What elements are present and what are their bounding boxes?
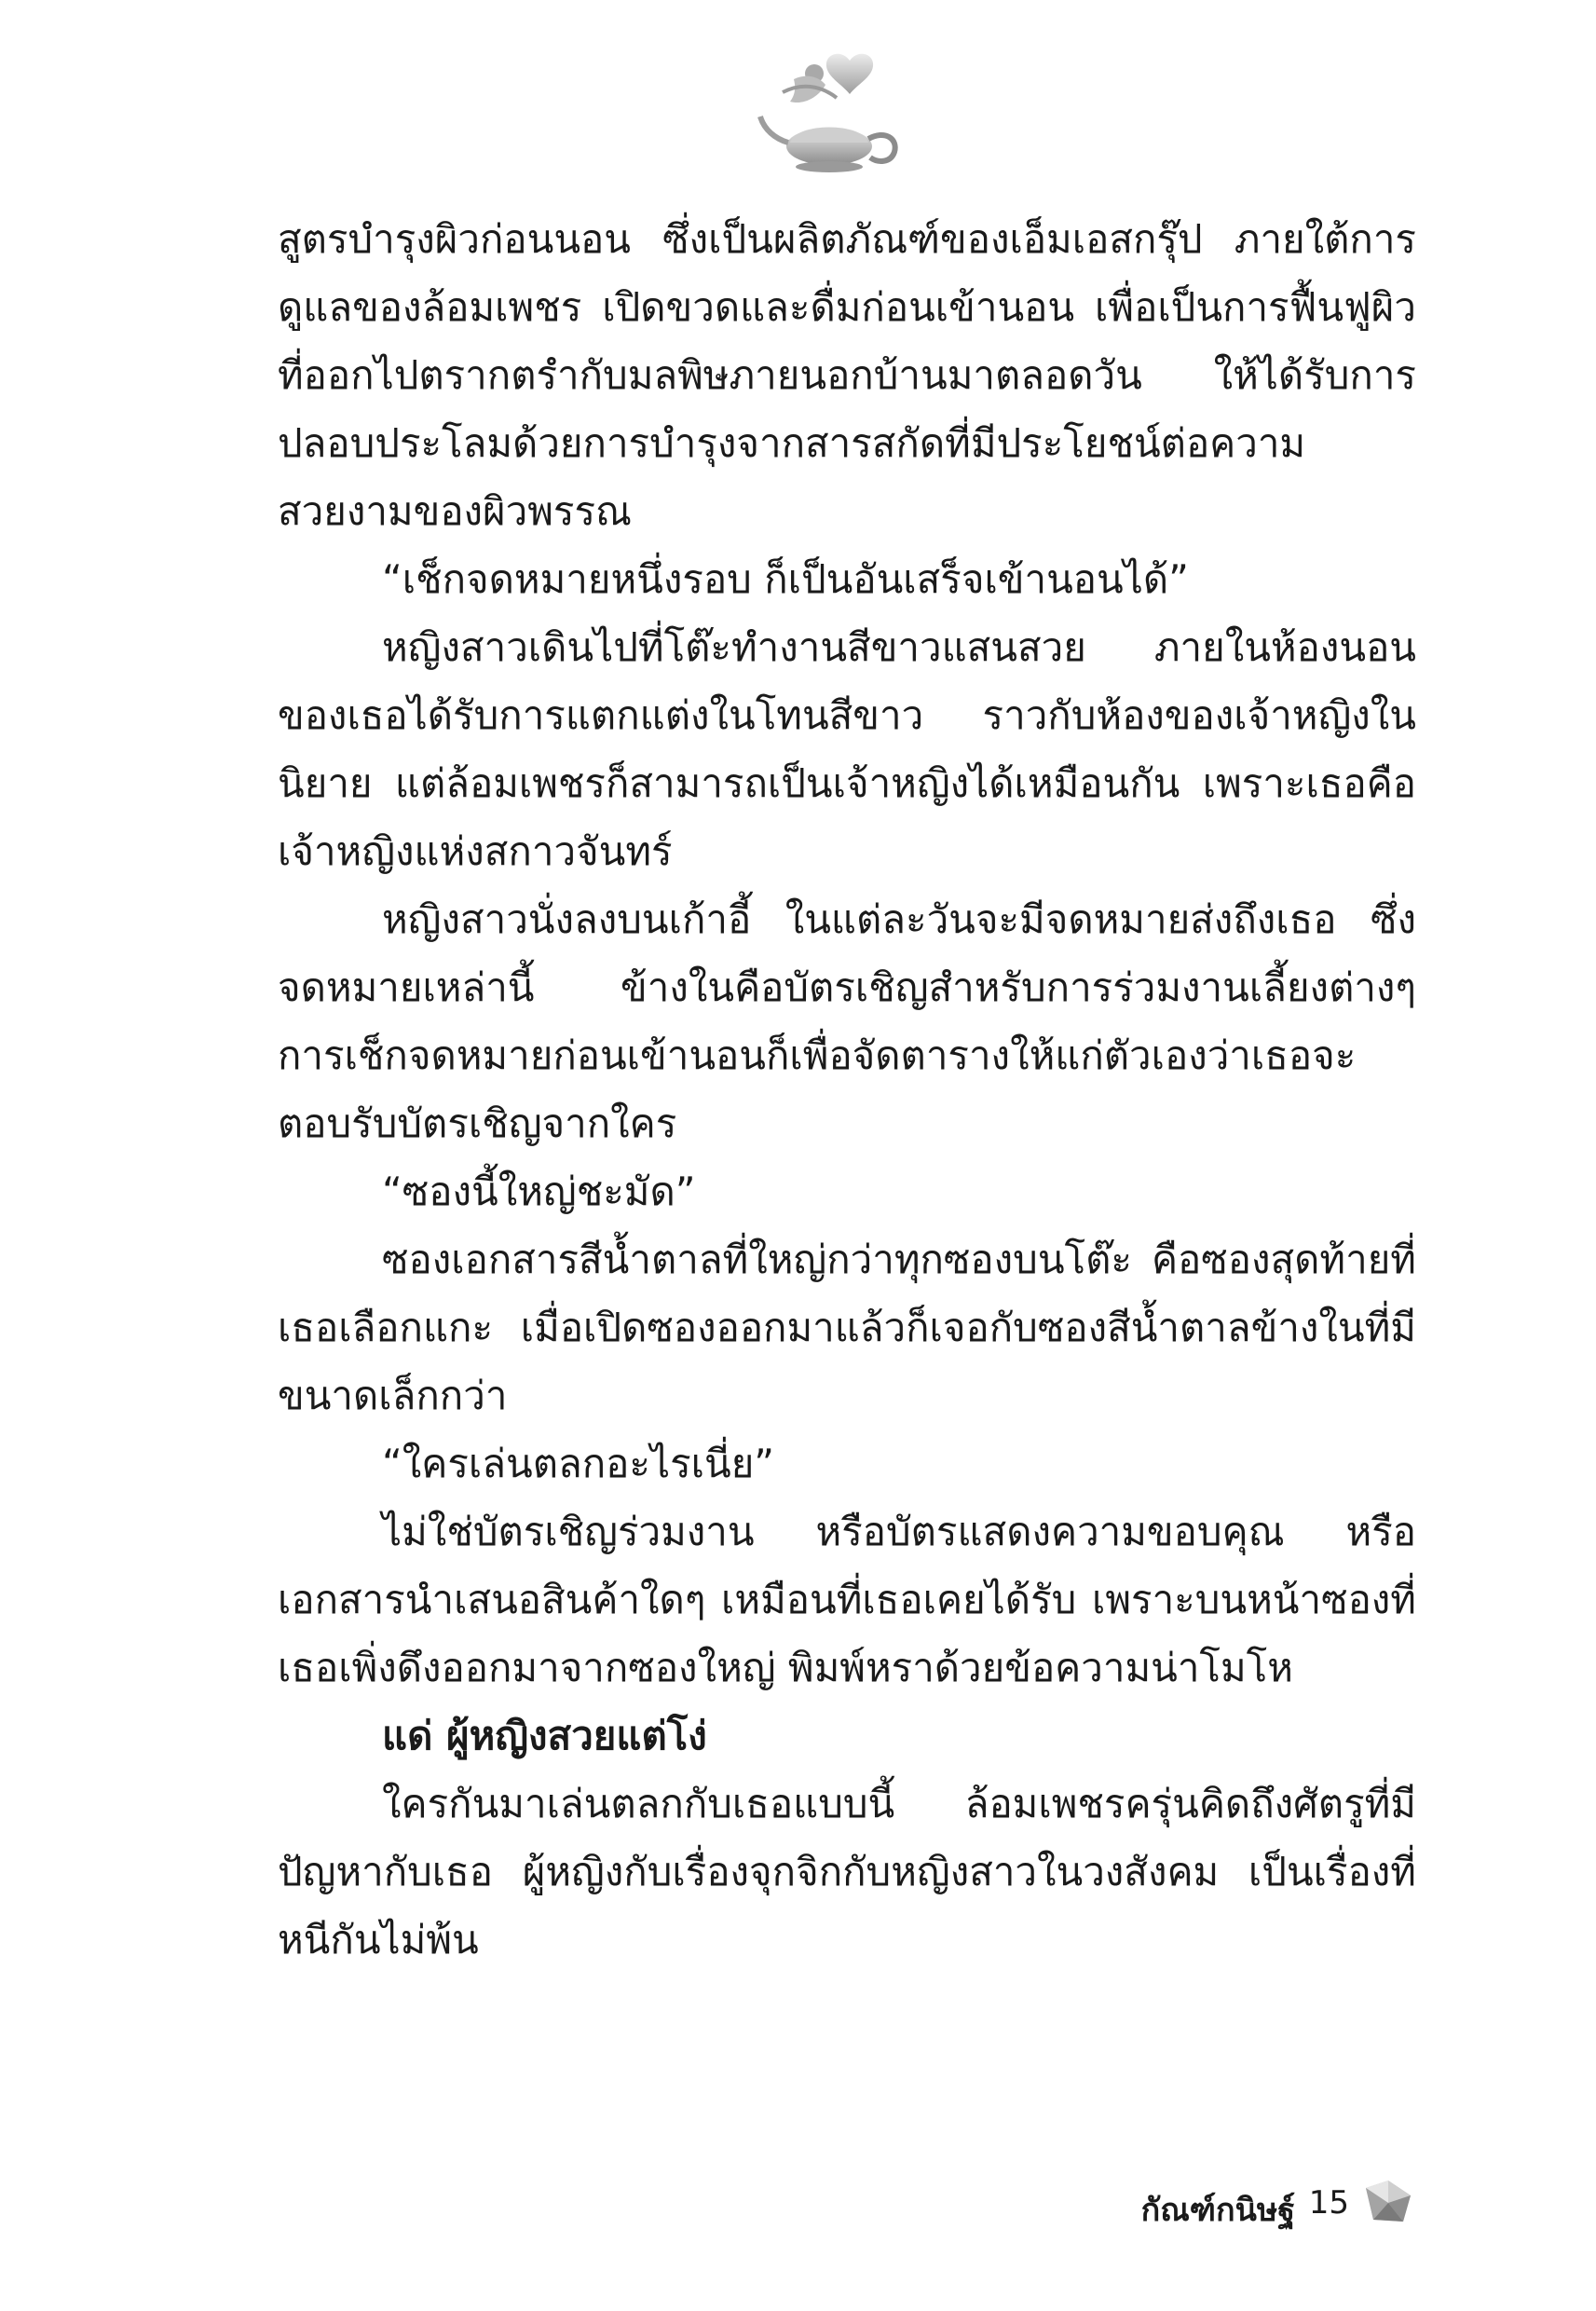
paragraph-5: “ซองนี้ใหญ่ชะมัด” bbox=[382, 1169, 696, 1214]
paragraph-8: ไม่ใช่บัตรเชิญร่วมงาน หรือบัตรแสดงความขอบคุณ หรือเอกสารนำเสนอสินค้าใดๆ เหมือนที่เธอเคยได้รับ เพราะบนหน้าซองที่เธอเพิ่งดึงออกมาจากซองใหญ่ พิมพ์หราด้วยข้อความน่าโมโห bbox=[278, 1509, 1416, 1690]
paragraph-2: “เช็กจดหมายหนึ่งรอบ ก็เป็นอันเสร็จเข้านอนได้” bbox=[382, 556, 1189, 602]
paragraph-7: “ใครเล่นตลกอะไรเนี่ย” bbox=[382, 1441, 775, 1486]
page-footer bbox=[1062, 2179, 1416, 2235]
footer-book-title: กัณฑ์กนิษฐ์ bbox=[1140, 2192, 1295, 2229]
paragraph-10: ใครกันมาเล่นตลกกับเธอแบบนี้ ล้อมเพชรครุ่นคิดถึงศัตรูที่มีปัญหากับเธอ ผู้หญิงกับเรื่องจุกจิกกับหญิงสาวในวงสังคม เป็นเรื่องที่หนีกันไม่พ้น bbox=[278, 1781, 1416, 1962]
paragraph-4: หญิงสาวนั่งลงบนเก้าอี้ ในแต่ละวันจะมีจดหมายส่งถึงเธอ ซึ่งจดหมายเหล่านี้ ข้างในคือบัตรเชิญสำหรับการร่วมงานเลี้ยงต่างๆ การเช็กจดหมายก่อนเข้านอนก็เพื่อจัดตารางให้แก่ตัวเองว่าเธอจะตอบรับบัตรเชิญจากใคร bbox=[278, 896, 1416, 1146]
page-number: 15 bbox=[1308, 2184, 1349, 2222]
diamond-icon bbox=[1360, 2179, 1416, 2227]
paragraph-6: ซองเอกสารสีน้ำตาลที่ใหญ่กว่าทุกซองบนโต๊ะ คือซองสุดท้ายที่เธอเลือกแกะ เมื่อเปิดซองออกมาแล้วก็เจอกับซองสีน้ำตาลข้างในที่มีขนาดเล็กกว่า bbox=[278, 1237, 1416, 1418]
paragraph-1: สูตรบำรุงผิวก่อนนอน ซึ่งเป็นผลิตภัณฑ์ของเอ็มเอสกรุ๊ป ภายใต้การดูแลของล้อมเพชร เปิดขวดและดื่มก่อนเข้านอน เพื่อเป็นการฟื้นฟูผิวที่ออกไปตรากตรำกับมลพิษภายนอกบ้านมาตลอดวัน ให้ได้รับการปลอบประโลมด้วยการบำรุงจากสารสกัดที่มีประโยชน์ต่อความสวยงามของผิวพรรณ bbox=[278, 216, 1416, 534]
body-text bbox=[278, 205, 1416, 1974]
teapot-cupid-ornament-icon bbox=[745, 42, 913, 182]
paragraph-3: หญิงสาวเดินไปที่โต๊ะทำงานสีขาวแสนสวย ภายในห้องนอนของเธอได้รับการแตกแต่งในโทนสีขาว ราวกับห้องของเจ้าหญิงในนิยาย แต่ล้อมเพชรก็สามารถเป็นเจ้าหญิงได้เหมือนกัน เพราะเธอคือเจ้าหญิงแห่งสกาวจันทร์ bbox=[278, 624, 1416, 874]
paragraph-9-bold: แด่ ผู้หญิงสวยแต่โง่ bbox=[382, 1713, 707, 1758]
